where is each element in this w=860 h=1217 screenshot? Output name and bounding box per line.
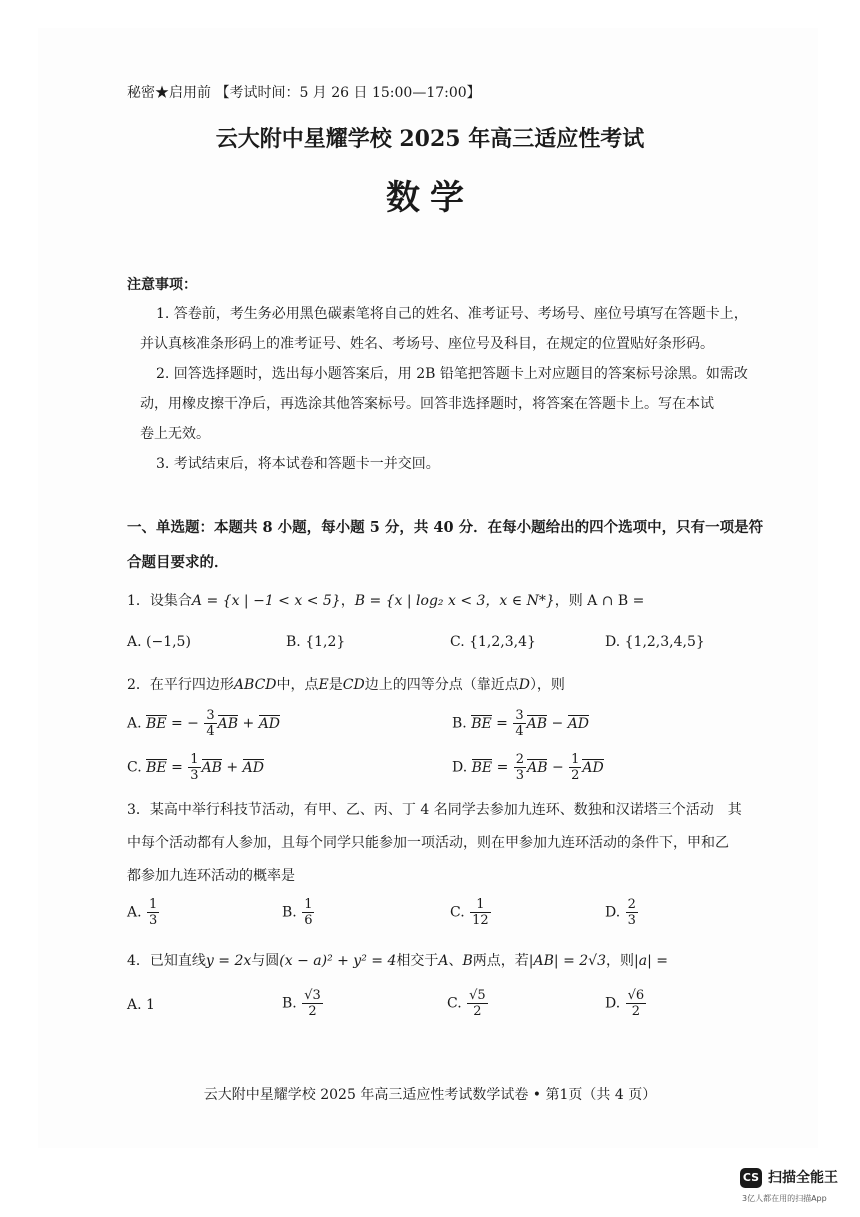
- math-op: +: [242, 715, 255, 732]
- fraction: [302, 988, 323, 1019]
- fraction: [204, 708, 216, 739]
- numerator: √5: [469, 988, 486, 1003]
- vector-ad: AD: [242, 759, 264, 776]
- q4-text: ，则: [606, 953, 634, 969]
- q4-text: 相交于: [396, 953, 439, 969]
- vector-be: BE: [146, 759, 167, 776]
- q4-text: 4．已知直线: [127, 953, 206, 969]
- q3-option-d: [605, 897, 639, 928]
- q2-text: 是: [328, 677, 343, 693]
- denominator: 2: [473, 1004, 482, 1019]
- q4-line-equation: y = 2x: [205, 953, 252, 969]
- denominator: 4: [515, 724, 524, 739]
- denominator: 3: [190, 768, 199, 783]
- camscanner-logo-icon: CS: [740, 1168, 762, 1188]
- denominator: 3: [149, 913, 158, 928]
- q3-option-c: [450, 897, 492, 928]
- numerator: 1: [149, 897, 158, 912]
- fraction: [188, 752, 200, 783]
- question-1-stem: [127, 590, 644, 610]
- q2-text: 2．在平行四边形: [127, 677, 234, 693]
- question-3-line: 都参加九连环活动的概率是: [127, 868, 295, 884]
- q2-option-c: [127, 752, 264, 783]
- math-op: −: [551, 759, 564, 776]
- q1-prefix: 1．设集合: [127, 593, 192, 609]
- q2-d: D: [518, 677, 530, 693]
- fraction: [513, 708, 525, 739]
- q4-option-a: [127, 997, 155, 1013]
- q1-option-a: A. (−1,5): [127, 634, 191, 650]
- q3-option-b: [282, 897, 315, 928]
- note-line: 并认真核准条形码上的准考证号、姓名、考场号、座位号及科目，在规定的位置贴好条形码。: [140, 336, 714, 352]
- numerator: √3: [304, 988, 321, 1003]
- note-line: 动，用橡皮擦干净后，再选涂其他答案标号。回答非选择题时，将答案在答题卡上。写在本试: [140, 396, 714, 412]
- q4-text: 、: [448, 953, 463, 969]
- option-label: D.: [605, 904, 621, 921]
- q1-suffix: ，则 A ∩ B =: [554, 593, 645, 609]
- option-label: A.: [127, 715, 142, 732]
- q4-option-c: [447, 988, 489, 1019]
- math-op: =: [496, 759, 509, 776]
- q3-option-a: [127, 897, 160, 928]
- numerator: 2: [627, 897, 636, 912]
- numerator: 3: [206, 708, 215, 723]
- denominator: 2: [571, 768, 580, 783]
- q4-chord-length: |AB| = 2√3: [528, 953, 606, 969]
- q4-point-a: A: [438, 953, 449, 969]
- q4-circle-equation: (x − a)² + y² = 4: [279, 953, 397, 969]
- q2-option-a: [127, 708, 280, 739]
- option-label: C.: [447, 995, 462, 1012]
- q4-abs-a: |a| =: [634, 953, 668, 969]
- vector-ab: AB: [527, 759, 548, 776]
- fraction: [470, 897, 491, 928]
- option-label: C.: [127, 759, 142, 776]
- denominator: 2: [308, 1004, 317, 1019]
- math-op: =: [496, 715, 508, 732]
- fraction: [147, 897, 159, 928]
- vector-ad: AD: [567, 715, 590, 732]
- fraction: [569, 752, 581, 783]
- q1-option-c: C. {1,2,3,4}: [450, 634, 536, 650]
- watermark-name: 扫描全能王: [768, 1170, 838, 1186]
- numerator: 3: [515, 708, 524, 723]
- note-line: 卷上无效。: [140, 426, 210, 442]
- denominator: 6: [304, 913, 313, 928]
- q2-option-b: [452, 708, 589, 739]
- q2-cd: CD: [342, 677, 365, 693]
- vector-ab: AB: [217, 715, 239, 732]
- denominator: 3: [627, 913, 636, 928]
- exam-title: 云大附中星耀学校 2025 年高三适应性考试: [215, 126, 645, 152]
- math-op: +: [226, 759, 239, 776]
- q1-set-b: B = {x | log₂ x < 3，x ∈ N*}: [354, 593, 555, 609]
- fraction: [467, 988, 488, 1019]
- q4-text: 与圆: [251, 953, 280, 969]
- denominator: 2: [631, 1004, 641, 1019]
- q2-text: 中，点: [276, 677, 319, 693]
- q1-set-a: A = {x | −1 < x < 5}: [191, 593, 341, 609]
- watermark-subtitle: 3亿人都在用的扫描App: [742, 1194, 827, 1203]
- fraction: [626, 897, 638, 928]
- vector-ab: AB: [526, 715, 548, 732]
- q2-option-d: [452, 752, 604, 783]
- q1-option-d: D. {1,2,3,4,5}: [605, 634, 705, 650]
- vector-be: BE: [471, 715, 492, 732]
- vector-be: BE: [146, 715, 167, 732]
- q2-text: ），则: [529, 677, 565, 693]
- option-label: D.: [452, 759, 468, 776]
- numerator: 1: [571, 752, 580, 767]
- vector-be: BE: [471, 759, 493, 776]
- note-line: 2. 回答选择题时，选出每小题答案后，用 2B 铅笔把答题卡上对应题目的答案标号涂黑。如需改: [156, 366, 748, 382]
- numerator: 2: [515, 752, 525, 767]
- q2-text: 边上的四等分点（靠近点: [364, 677, 519, 693]
- vector-ab: AB: [201, 759, 222, 776]
- option-label: A.: [127, 904, 142, 921]
- math-op: =: [171, 759, 183, 776]
- note-line: 1. 答卷前，考生务必用黑色碳素笔将自己的姓名、准考证号、考场号、座位号填写在答题卡上，: [156, 306, 748, 322]
- option-label: B.: [282, 904, 297, 921]
- question-3-line: 3．某高中举行科技节活动，有甲、乙、丙、丁 4 名同学去参加九连环、数独和汉诺塔三个活动 其: [127, 802, 742, 818]
- q2-e: E: [318, 677, 329, 693]
- subject-title: 数学: [386, 178, 474, 218]
- q4-option-d: [605, 988, 647, 1019]
- section-heading-cont: 合题目要求的．: [127, 554, 229, 571]
- fraction: [514, 752, 526, 783]
- fraction: [626, 988, 647, 1019]
- vector-ad: AD: [582, 759, 604, 776]
- denominator: 12: [472, 913, 489, 928]
- option-label: D.: [605, 995, 621, 1012]
- page-footer: 云大附中星耀学校 2025 年高三适应性考试数学试卷 • 第1页（共 4 页）: [203, 1087, 657, 1103]
- notes-heading: 注意事项：: [127, 277, 197, 293]
- note-line: 3. 考试结束后，将本试卷和答题卡一并交回。: [156, 456, 440, 472]
- q4-option-b: [282, 988, 324, 1019]
- question-3-line: 中每个活动都有人参加，且每个同学只能参加一项活动，则在甲参加九连环活动的条件下，甲和乙: [127, 835, 729, 851]
- question-4-stem: [127, 950, 668, 970]
- math-op: = −: [170, 715, 199, 732]
- numerator: √6: [627, 988, 645, 1003]
- numerator: 1: [190, 752, 199, 767]
- math-op: −: [551, 715, 564, 732]
- q2-abcd: ABCD: [233, 677, 277, 693]
- q1-option-b: B. {1,2}: [286, 634, 346, 650]
- q1-sep: ，: [340, 593, 355, 609]
- numerator: 1: [470, 897, 491, 913]
- vector-ad: AD: [258, 715, 281, 732]
- question-2-stem: [127, 674, 565, 694]
- section-heading: 一、单选题：本题共 8 小题，每小题 5 分，共 40 分．在每小题给出的四个选项中，只有一项是符: [127, 519, 764, 536]
- fraction: [302, 897, 314, 928]
- option-label: B.: [282, 995, 297, 1012]
- option-value: 1: [146, 997, 155, 1013]
- denominator: 3: [515, 768, 525, 783]
- option-label: B.: [452, 715, 467, 732]
- q4-point-b: B: [462, 953, 473, 969]
- numerator: 1: [304, 897, 313, 912]
- q4-text: 两点，若: [472, 953, 529, 969]
- option-label: A.: [127, 997, 142, 1013]
- option-label: C.: [450, 904, 465, 921]
- denominator: 4: [206, 724, 215, 739]
- confidential-header: 秘密★启用前 【考试时间：5 月 26 日 15:00—17:00】: [127, 85, 481, 101]
